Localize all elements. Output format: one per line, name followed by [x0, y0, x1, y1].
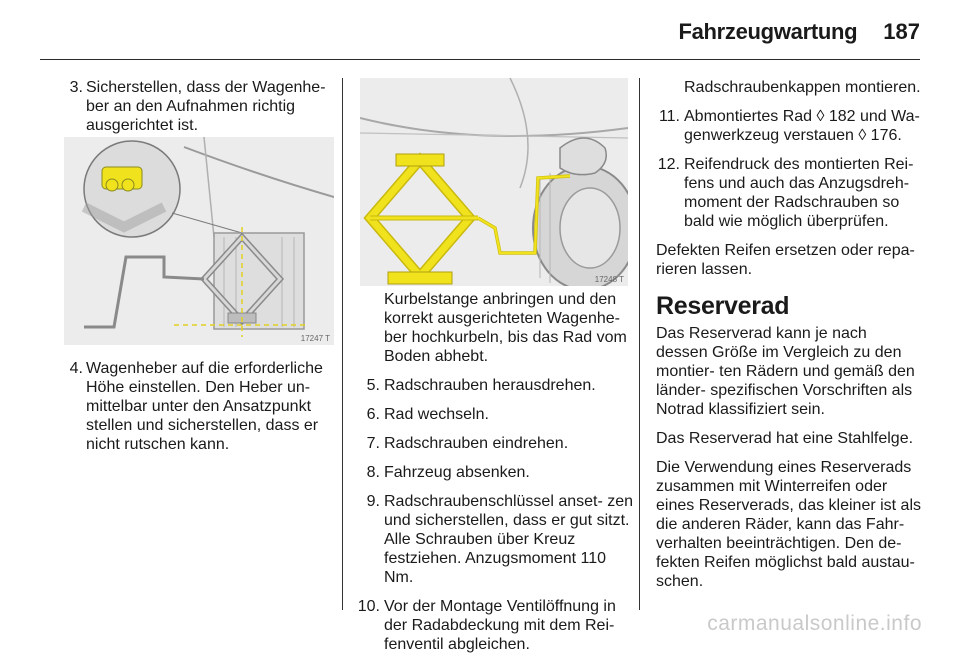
- step-8: [360, 463, 638, 482]
- step-text: Radschrauben eindrehen.: [384, 435, 569, 452]
- step-7: [360, 434, 638, 453]
- step-text: Fahrzeug absenken.: [384, 464, 530, 481]
- paragraph-steel-rim: Das Reserverad hat eine Stahlfelge.: [656, 430, 914, 447]
- column-2: [357, 290, 638, 664]
- column-1: [64, 78, 330, 145]
- paragraph-spare-wheel: Das Reserverad kann je nach dessen Größe im Vergleich zu den montier- ten Rädern und gemäß den länder- spezifischen Vorschriften als Notrad klassifiziert sein.: [656, 325, 915, 418]
- column-divider-2: [639, 78, 640, 610]
- step-text: Rad wechseln.: [384, 406, 489, 423]
- step-4: [64, 359, 330, 454]
- step-text: Radschraubenschlüssel anset- zen und sicherstellen, dass er gut sitzt. Alle Schrauben über Kreuz festziehen. Anzugsmoment 110 Nm.: [384, 493, 634, 586]
- header-rule: [40, 59, 920, 60]
- step-number: 9.: [366, 493, 380, 510]
- page-number: 187: [883, 19, 920, 44]
- page-header: [678, 14, 920, 50]
- step-number: 4.: [69, 360, 83, 377]
- step-text: Reifendruck des montierten Rei- fens und auch das Anzugsdreh- moment der Radschrauben so bald wie möglich überprüfen.: [684, 156, 914, 230]
- section-title: Fahrzeugwartung: [678, 19, 858, 44]
- step-continuation: [360, 290, 638, 366]
- step-number: 8.: [366, 464, 380, 481]
- step-text: Kurbelstange anbringen und den korrekt ausgerichteten Wagenhe- ber hochkurbeln, bis das Rad vom Boden abhebt.: [384, 291, 627, 365]
- column-3: [656, 78, 922, 601]
- jack-raising-illustration: [360, 78, 628, 286]
- step-11: [656, 107, 922, 145]
- step-text: Radschraubenkappen montieren.: [684, 79, 921, 96]
- jack-alignment-illustration: [64, 137, 334, 345]
- step-number: 12.: [657, 156, 680, 173]
- step-continuation: [656, 78, 922, 97]
- paragraph-winter-tyres: Die Verwendung eines Reserverads zusammen mit Winterreifen oder eines Reserverads, das kleiner ist als die anderen Räder, kann das Fahr- verhalten beeinträchtigen. Den de- fekten Reifen möglichst bald austau- schen.: [656, 459, 922, 590]
- wheel: [533, 166, 628, 286]
- figure-jack-alignment: [64, 137, 334, 345]
- paragraph-defective-tyre: Defekten Reifen ersetzen oder repa- rieren lassen.: [656, 242, 915, 278]
- figure-jack-raising: [360, 78, 628, 286]
- step-text: Abmontiertes Rad ◊ 182 und Wa- genwerkzeug verstauen ◊ 176.: [684, 108, 920, 144]
- step-9: [360, 492, 638, 587]
- step-number: 7.: [366, 435, 380, 452]
- step-text: Sicherstellen, dass der Wagenhe- ber an den Aufnahmen richtig ausgerichtet ist.: [86, 79, 326, 134]
- hand: [560, 138, 606, 175]
- step-number: 3.: [69, 79, 83, 96]
- step-5: [360, 376, 638, 395]
- step-3: [64, 78, 330, 135]
- section-heading: Reserverad: [656, 292, 790, 320]
- figure-code: 17247 T: [300, 334, 330, 343]
- column-divider-1: [342, 78, 343, 610]
- column-1-lower: [64, 359, 330, 464]
- step-text: Vor der Montage Ventilöffnung in der Radabdeckung mit dem Rei- fenventil abgleichen.: [384, 598, 616, 653]
- figure-code: 17248 T: [594, 275, 624, 284]
- step-6: [360, 405, 638, 424]
- step-number: 10.: [357, 598, 380, 615]
- step-text: Radschrauben herausdrehen.: [384, 377, 596, 394]
- step-10: [357, 597, 638, 654]
- watermark: carmanualsonline.info: [707, 612, 922, 635]
- step-text: Wagenheber auf die erforderliche Höhe einstellen. Den Heber un- mittelbar unter den Ansatzpunkt stellen und sicherstellen, dass er nicht rutschen kann.: [86, 360, 323, 453]
- step-number: 11.: [658, 108, 680, 125]
- step-number: 5.: [366, 377, 380, 394]
- step-number: 6.: [366, 406, 380, 423]
- step-12: [656, 155, 922, 231]
